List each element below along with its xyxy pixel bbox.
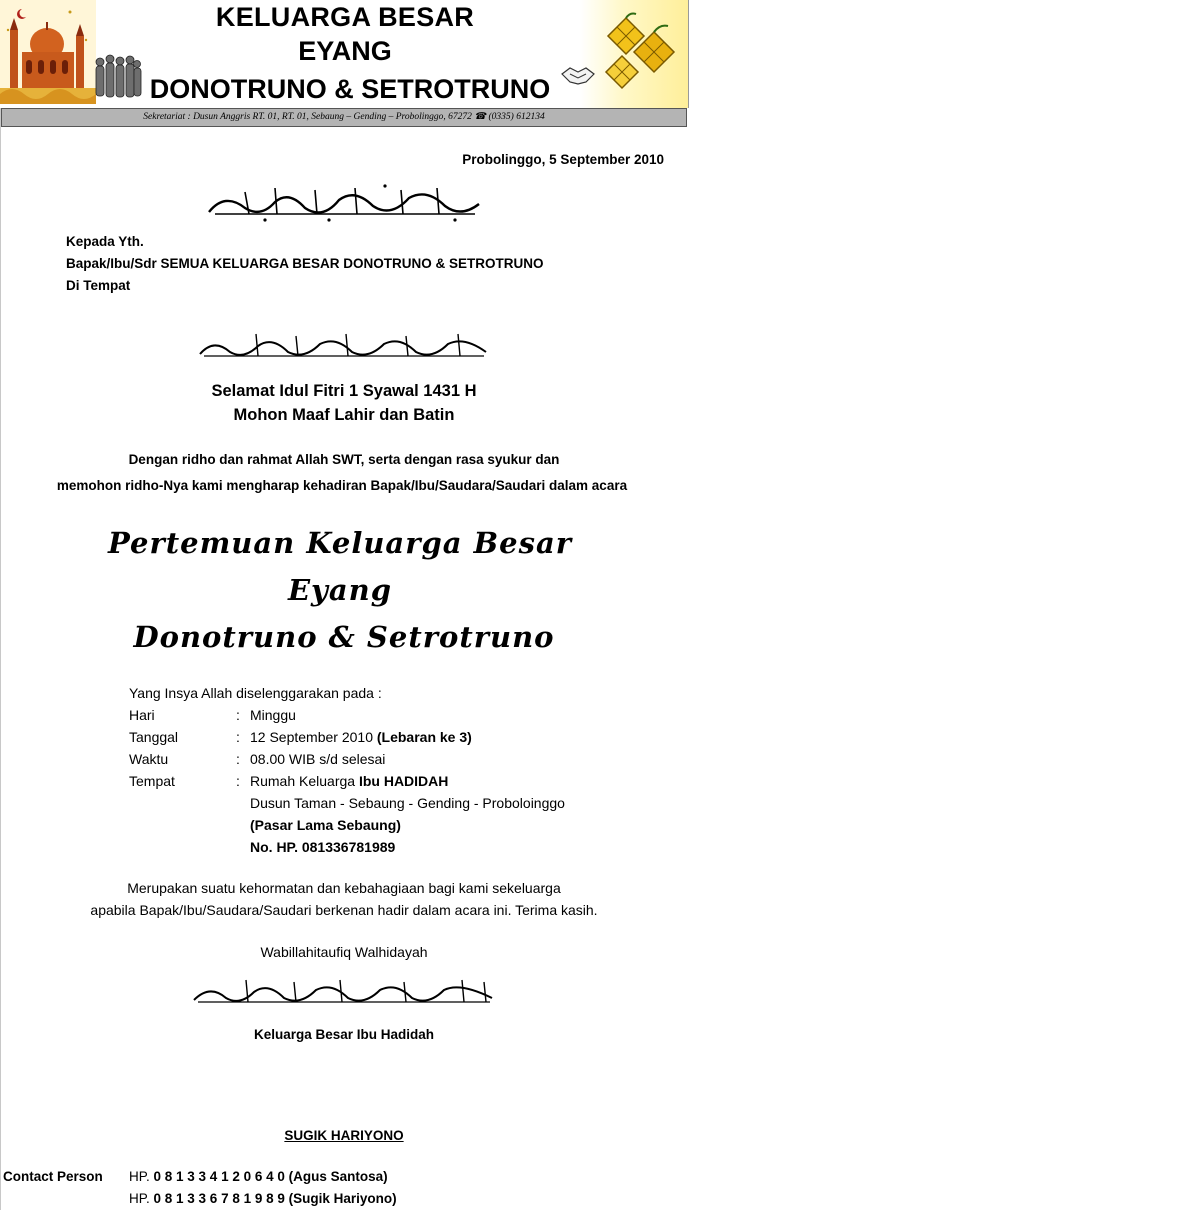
detail-colon: :: [236, 773, 240, 789]
letterhead-title-line-1: KELUARGA BESAR: [215, 2, 475, 32]
detail-label-date: Tanggal: [129, 729, 179, 745]
secretariat-address-bar: Sekretariat : Dusun Anggris RT. 01, RT. 01, Sebaung – Gending – Probolinggo, 67272 ☎ (0335) 612134: [1, 108, 687, 127]
forgiveness-greeting: Mohon Maaf Lahir dan Batin: [233, 406, 455, 424]
recipient-name: Bapak/Ibu/Sdr SEMUA KELUARGA BESAR DONOTRUNO & SETROTRUNO: [66, 256, 544, 271]
letter-date: Probolinggo, 5 September 2010: [462, 152, 664, 167]
letterhead-title-line-2: EYANG: [298, 36, 392, 66]
ketupat-illustration: [596, 12, 684, 96]
contact-row-1: [129, 1169, 388, 1184]
handshake-icon: [560, 62, 596, 88]
contact-name-2: (Sugik Hariyono): [288, 1191, 397, 1206]
contact-row-2: [129, 1191, 397, 1206]
date-value: 12 September 2010: [250, 729, 377, 745]
detail-address: Dusun Taman - Sebaung - Gending - Proboloinggo: [250, 795, 565, 811]
event-title-line-1: Pertemuan Keluarga Besar: [107, 526, 573, 560]
contact-phone-2: 0 8 1 3 3 6 7 8 1 9 8 9: [149, 1191, 289, 1206]
mosque-illustration: [0, 0, 96, 104]
place-host-name: Ibu HADIDAH: [358, 773, 449, 789]
event-title-line-3: Donotruno & Setrotruno: [133, 620, 555, 654]
date-note: (Lebaran ke 3): [376, 729, 472, 745]
signer-name: [0, 1128, 688, 1143]
recipient-location: Di Tempat: [66, 278, 131, 293]
recipient-salutation: Kepada Yth.: [66, 234, 144, 249]
detail-value-date: [250, 729, 472, 745]
closing-line-2: apabila Bapak/Ibu/Saudara/Saudari berkenan hadir dalam acara ini. Terima kasih.: [90, 902, 598, 918]
letterhead-band: [0, 0, 688, 108]
signer-name-text: SUGIK HARIYONO: [284, 1128, 404, 1143]
detail-value-time: 08.00 WIB s/d selesai: [250, 751, 386, 767]
hp-label: HP.: [129, 1191, 150, 1206]
contact-name-1: (Agus Santosa): [288, 1169, 388, 1184]
letterhead-title-line-3: DONOTRUNO & SETROTRUNO: [149, 74, 551, 104]
detail-value-day: Minggu: [250, 707, 296, 723]
wassalamualaikum-calligraphy: [190, 978, 496, 1010]
detail-value-place: [250, 773, 448, 789]
signature-family: Keluarga Besar Ibu Hadidah: [253, 1027, 435, 1042]
contact-person-label: Contact Person: [3, 1169, 103, 1184]
bismillah-calligraphy: [205, 182, 483, 224]
detail-label-place: Tempat: [129, 773, 175, 789]
hp-label: HP.: [129, 1169, 150, 1184]
place-prefix: Rumah Keluarga: [250, 773, 359, 789]
detail-label-time: Waktu: [129, 751, 169, 767]
details-intro: Yang Insya Allah diselenggarakan pada :: [129, 685, 382, 701]
detail-phone: No. HP. 081336781989: [250, 839, 396, 855]
event-title-line-2: Eyang: [287, 573, 393, 607]
detail-colon: :: [236, 751, 240, 767]
detail-colon: :: [236, 707, 240, 723]
contact-phone-1: 0 8 1 3 3 4 1 2 0 6 4 0: [149, 1169, 289, 1184]
detail-label-day: Hari: [129, 707, 155, 723]
letterhead: [0, 0, 689, 108]
assalamualaikum-calligraphy: [196, 330, 490, 364]
wabillahi-line: Wabillahitaufiq Walhidayah: [260, 944, 428, 960]
intro-line-1: Dengan ridho dan rahmat Allah SWT, serta dengan rasa syukur dan: [128, 452, 560, 467]
closing-line-1: Merupakan suatu kehormatan dan kebahagiaan bagi kami sekeluarga: [127, 880, 561, 896]
detail-landmark: (Pasar Lama Sebaung): [250, 817, 401, 833]
eid-greeting: Selamat Idul Fitri 1 Syawal 1431 H: [211, 382, 477, 400]
detail-colon: :: [236, 729, 240, 745]
intro-line-2: memohon ridho-Nya kami mengharap kehadiran Bapak/Ibu/Saudara/Saudari dalam acara: [56, 478, 628, 493]
